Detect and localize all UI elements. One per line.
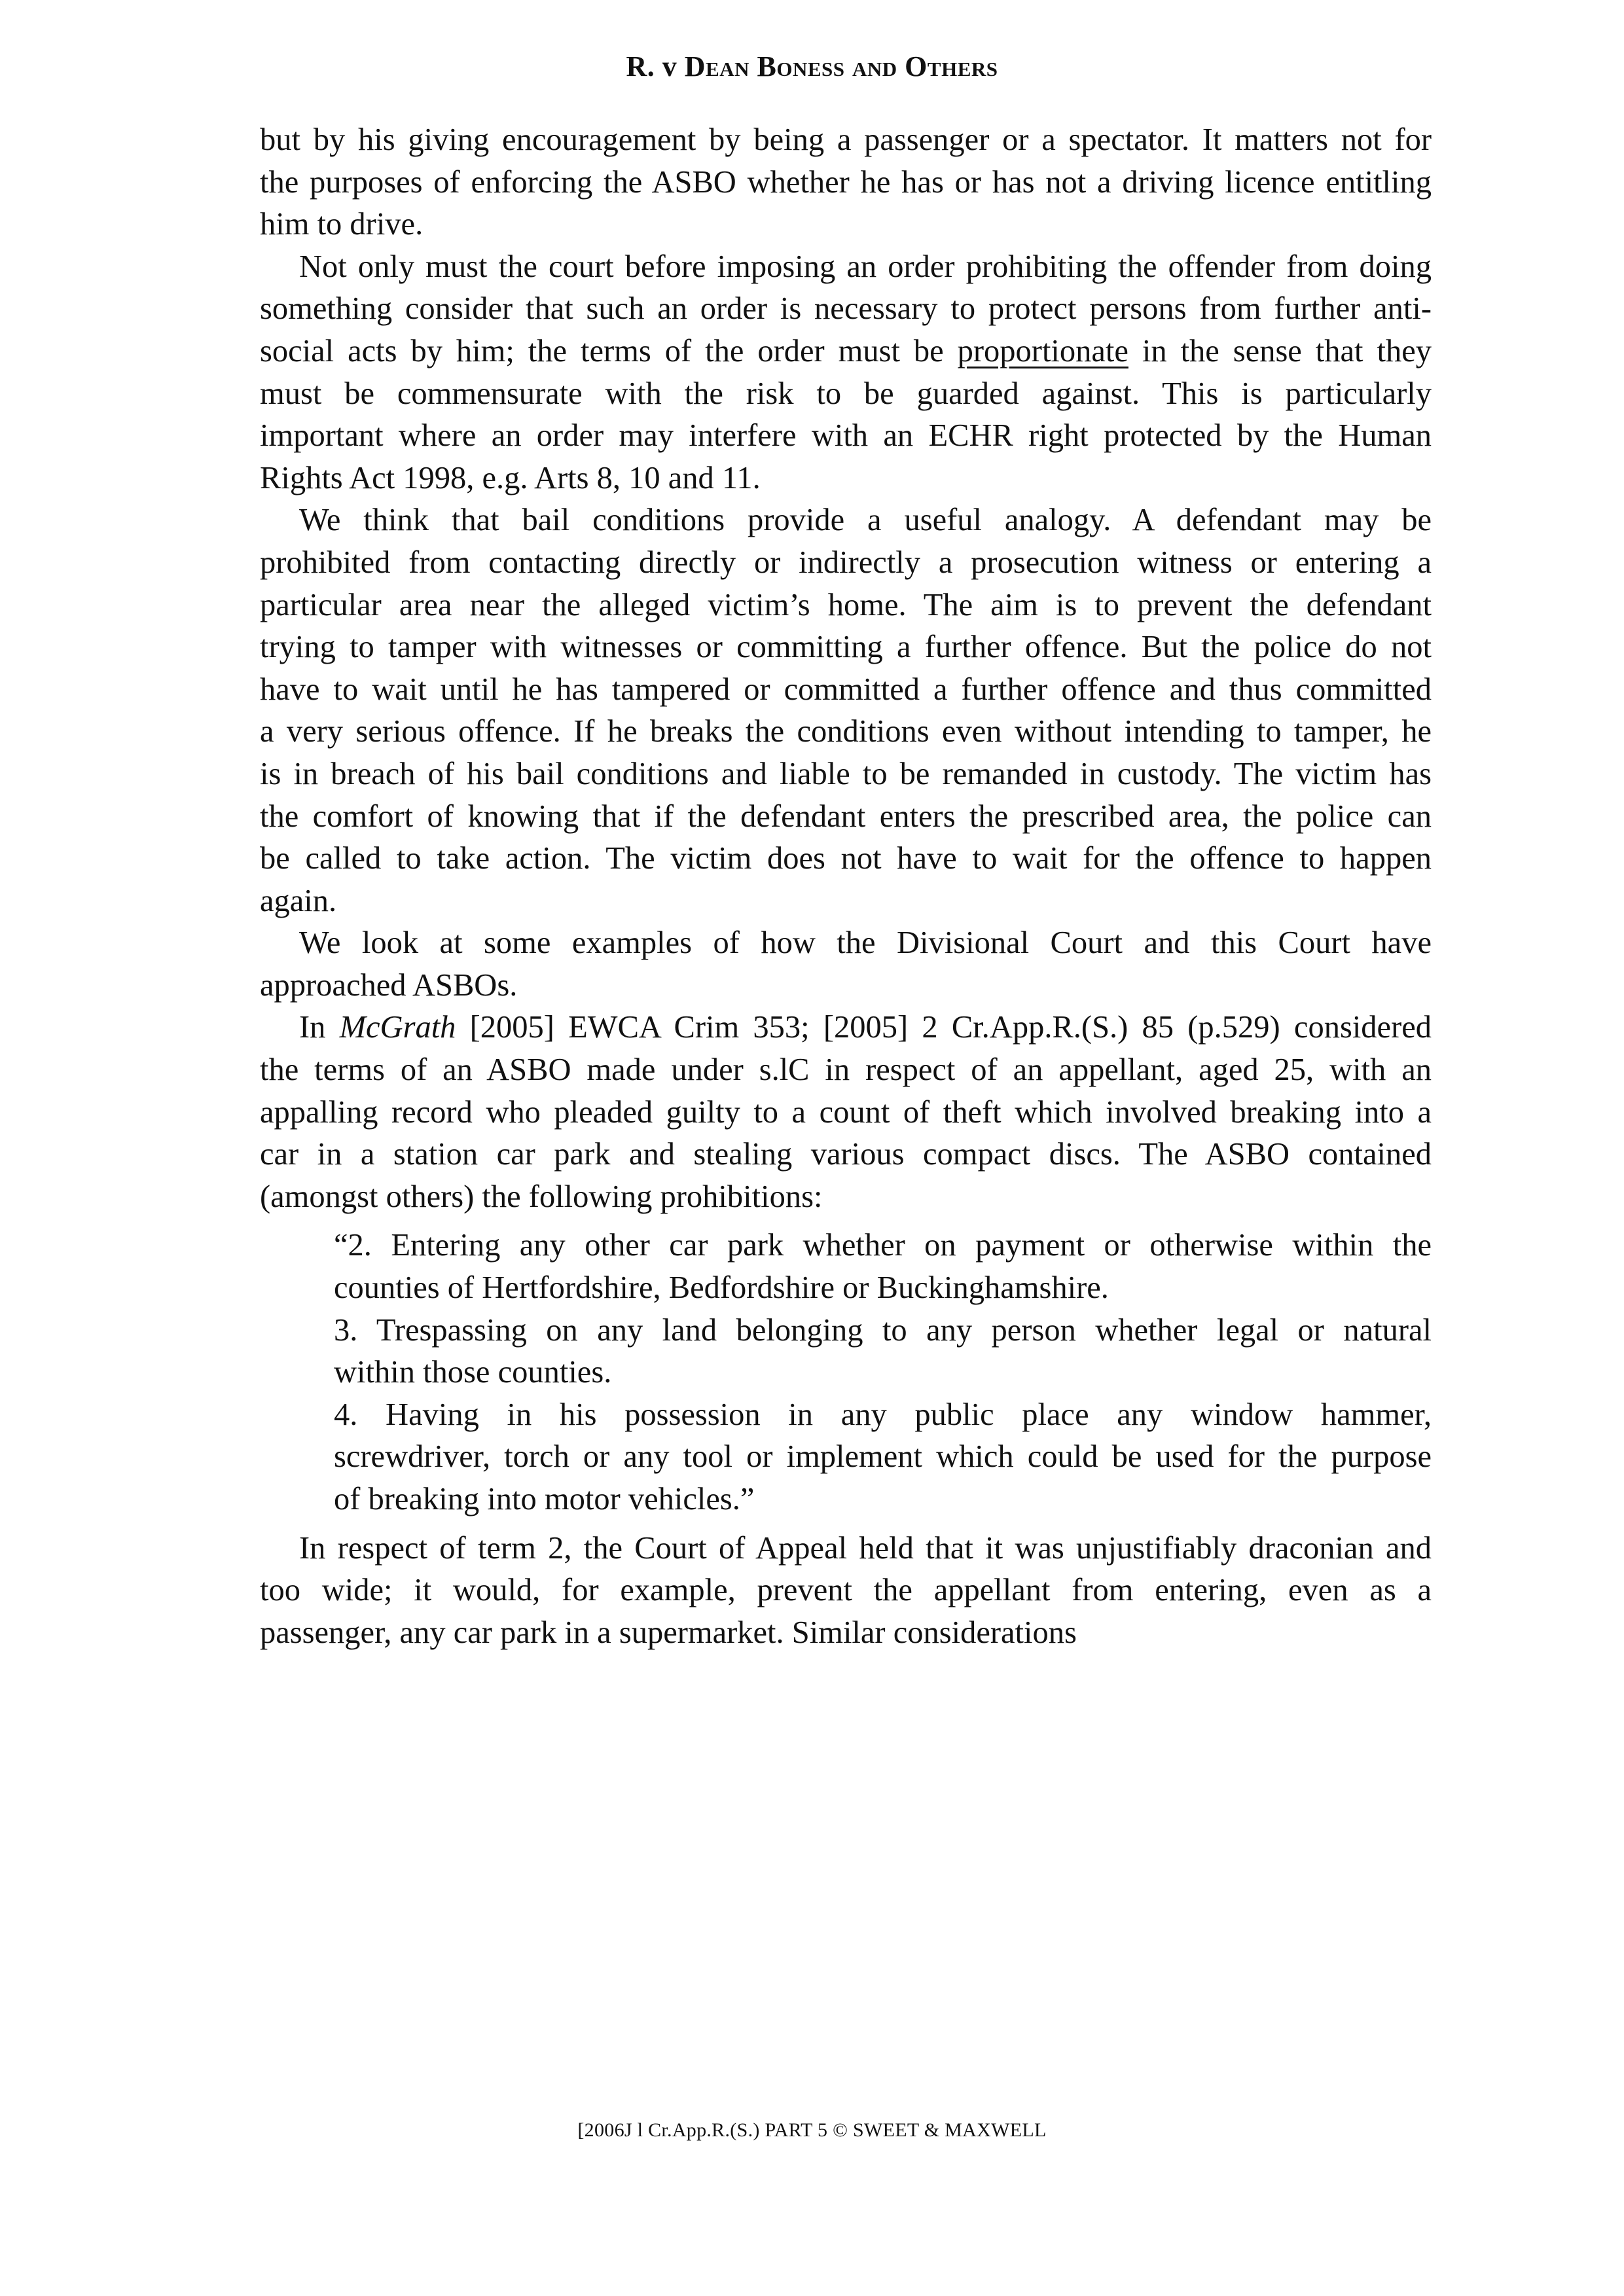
text-line: (amongst others) the following prohibitions: [260,1179,823,1214]
text-line: have to wait until he has tampered or committed a further offence and thus committed [260,672,1432,707]
text-line: too wide; it would, for example, prevent the appellant from entering, even as a [260,1573,1432,1608]
text-line: is in breach of his bail conditions and liable to be remanded in custody. The victim has [260,756,1432,791]
text-line: important where an order may interfere with an ECHR right protected by the Human [260,418,1432,454]
paragraph [260,246,1432,500]
text-segment: social acts by him; the terms of the order must be [260,333,958,368]
text-segment: In [299,1010,340,1045]
header-prefix: R. v [626,50,685,82]
text-line: of breaking into motor vehicles.” [334,1482,755,1516]
text-line: him to drive. [260,207,424,242]
text-line: the terms of an ASBO made under s.lC in respect of an appellant, aged 25, with an [260,1052,1432,1088]
text-line: 4. Having in his possession in any public place any window hammer, [334,1397,1432,1432]
text-line: Not only must the court before imposing an order prohibiting the offender from doing [299,249,1432,284]
text-line: passenger, any car park in a supermarket. Similar considerations [260,1615,1077,1650]
text-line: In respect of term 2, the Court of Appeal held that it was unjustifiably draconian and [299,1530,1432,1566]
text-line: be called to take action. The victim does not have to wait for the offence to happen [260,841,1432,876]
text-line: within those counties. [334,1355,612,1390]
text-line: car in a station car park and stealing various compact discs. The ASBO contained [260,1137,1432,1172]
text-line [260,331,1432,373]
text-line [260,1007,1432,1049]
text-line: counties of Hertfordshire, Bedfordshire or Buckinghamshire. [334,1270,1109,1306]
text-line: appalling record who pleaded guilty to a count of theft which involved breaking into a [260,1094,1432,1130]
text-line: “2. Entering any other car park whether on payment or otherwise within the [334,1228,1432,1263]
header-case-title: Dean Boness and Others [684,50,998,82]
underlined-term: proportionate [957,333,1128,368]
text-line: approached ASBOs. [260,967,518,1003]
document-body [260,119,1432,1654]
quote-item [334,1225,1432,1309]
text-line: but by his giving encouragement by being a passenger or a spectator. It matters not for [260,122,1432,157]
text-line: Rights Act 1998, e.g. Arts 8, 10 and 11. [260,460,761,495]
quote-item [334,1310,1432,1394]
text-segment: in the sense that they [1128,333,1432,368]
spacer [260,1521,1432,1528]
paragraph [260,499,1432,922]
paragraph [260,922,1432,1007]
text-line: 3. Trespassing on any land belonging to any person whether legal or natural [334,1312,1432,1348]
text-line: a very serious offence. If he breaks the conditions even without intending to tamper, he [260,714,1432,749]
page-footer: [2006J l Cr.App.R.(S.) PART 5 © SWEET & MAXWELL [577,2119,1047,2141]
text-line: something consider that such an order is necessary to protect persons from further anti- [260,291,1432,327]
text-line: the purposes of enforcing the ASBO whether he has or has not a driving licence entitling [260,164,1432,200]
quote-item [334,1394,1432,1521]
text-line: particular area near the alleged victim’s home. The aim is to prevent the defendant [260,587,1432,622]
block-quote [334,1225,1432,1520]
text-line: We look at some examples of how the Divisional Court and this Court have [299,925,1432,961]
text-line: again. [260,883,337,918]
case-citation: [2005] EWCA Crim 353; [2005] 2 Cr.App.R.(S.) 85 (p.529) considered [456,1010,1432,1045]
running-header [0,50,1624,83]
text-line: We think that bail conditions provide a useful analogy. A defendant may be [299,503,1432,538]
paragraph [260,1007,1432,1218]
paragraph [260,1528,1432,1655]
spacer [260,1218,1432,1225]
text-line: must be commensurate with the risk to be guarded against. This is particularly [260,376,1432,411]
text-line: prohibited from contacting directly or indirectly a prosecution witness or entering a [260,545,1432,580]
case-name: McGrath [339,1010,456,1045]
text-line: screwdriver, torch or any tool or implement which could be used for the purpose [334,1439,1432,1475]
paragraph [260,119,1432,246]
text-line: the comfort of knowing that if the defendant enters the prescribed area, the police can [260,798,1432,834]
text-line: trying to tamper with witnesses or committing a further offence. But the police do not [260,630,1432,665]
